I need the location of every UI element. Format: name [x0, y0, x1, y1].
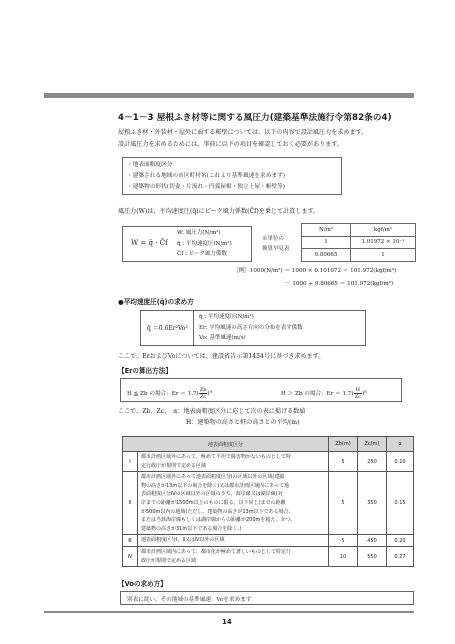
class-cell: Ⅰ [123, 452, 138, 472]
description-line: 定行政庁が規則で定める区域 [141, 462, 207, 469]
table-header-cell: Zb(m) [329, 437, 358, 452]
roughness-table [122, 436, 414, 567]
definition-item: Vo: 基準風速(m/s) [199, 335, 246, 341]
bottom-rule [44, 611, 414, 613]
wind-pressure-formula-box [122, 226, 252, 262]
intro-line-1: 屋根ふき材・外装材・屋外に面する帳壁については、以下の内容で設計風圧力を求めます。 [118, 129, 368, 136]
description-line: 建築物の高さが31m以下である場合を除く。) [141, 525, 242, 532]
avg-pressure-formula: q̄ ＝0.6Er²Vo² [147, 325, 188, 332]
table-row [123, 452, 414, 472]
table-row [123, 546, 414, 566]
unit-conversion-note [262, 234, 290, 254]
table-row [123, 472, 414, 535]
bullet-item: ・建築物の形状(切妻・片流れ・円弧屋根・独立上屋・帳壁等) [127, 184, 285, 190]
section-title: 4－1－3 屋根ふき材等に関する風圧力(建築基準法施行令第82条の4) [118, 113, 392, 123]
formula-definitions [177, 228, 232, 260]
table-cell: 1 [302, 236, 351, 249]
intro-line-2: 設計風圧力を求めるためには、事前に以下の項目を確認しておく必要があります。 [118, 141, 343, 148]
exponent: α [364, 388, 367, 394]
unit-note-line: 換算早見表 [262, 246, 290, 252]
description-cell [138, 472, 329, 535]
table-cell: 1 [351, 249, 416, 262]
table-row [302, 236, 416, 249]
exponent: α [209, 388, 213, 394]
er-note-line-2: H：建築物の高さと軒の高さとの平均(m) [186, 419, 300, 426]
table-cell: 9.80665 [302, 249, 351, 262]
definition-item: Er: 平均風速の高さ方向の分布を表す係数 [199, 324, 303, 331]
description-line: 物の高さが13m以下の場合を除く)又は都市計画区域内にあって地 [141, 482, 290, 489]
er-low-prefix: H ≦ Zb の場合：Er ＝ 1.7( [127, 391, 199, 398]
vo-section-title: 【Voの求め方】 [118, 580, 167, 588]
description-cell [138, 452, 329, 472]
definition-item: q̄ : 平均速度圧(N/m²) [199, 314, 254, 320]
class-cell: Ⅲ [123, 535, 138, 547]
zc-cell: 550 [358, 546, 387, 566]
example-line-2: － 1000 ÷ 9.80665 ＝ 101.972(kgf/m²) [285, 281, 394, 287]
definition-item: W: 風圧力(N/m²) [177, 230, 221, 236]
vo-box [120, 591, 414, 605]
numerator: Zb [199, 387, 207, 393]
example-line-1: ［例］1000(N/m²) ＝ 1000 × 0.101972 ＝ 101.972(kgf/m²) [233, 268, 397, 274]
class-cell: Ⅱ [123, 472, 138, 535]
zb-cell: 5 [329, 472, 358, 535]
er-high-prefix: H ＞ Zb の場合：Er ＝ 1.7( [281, 391, 354, 398]
description-cell [138, 546, 329, 566]
description-line: 表面粗度区分Ⅳの区域以外の区域のうち、海岸線又は湖岸線(対 [141, 491, 283, 498]
vo-text: 別表に従い、その地域の基準風速：Voを求めます [127, 597, 252, 603]
er-formula-low [127, 387, 212, 400]
table-header-row [123, 437, 414, 452]
page-number: 14 [222, 618, 232, 626]
zc-cell: 250 [358, 452, 387, 472]
description-line: が500m以内の地域(ただし、建築物の高さが13m以下である場合、 [141, 508, 294, 515]
wind-pressure-formula: W = q̄ · Ĉf [131, 239, 168, 247]
bullet-item: ・地表面粗度区分 [127, 162, 173, 168]
alpha-cell: 0.15 [387, 472, 414, 535]
er-note-line-1: ここで、Zb、Zc、 α：地表面粗度区分に応じて次の表に掲げる数値 [118, 408, 306, 415]
description-line: 都市計画区域外にあって、極めて平坦で障害物がないものとして特 [141, 454, 291, 460]
top-rule [44, 93, 414, 98]
unit-note-line: ※単位の [262, 236, 285, 242]
unit-conversion-table [301, 223, 416, 262]
description-cell [138, 535, 329, 547]
bullet-item: ・建築される地域の市区町村名(これより基準風速を求めます) [127, 173, 285, 179]
table-header-cell: α [387, 437, 414, 452]
description-line: または当該海岸線もしくは湖岸線からの距離が200mを超え、かつ、 [141, 517, 296, 524]
table-header-cell: kgf/m² [351, 224, 416, 237]
denominator: Zc [199, 394, 207, 401]
table-header-cell: N/m² [302, 224, 351, 237]
alpha-cell: 0.10 [387, 452, 414, 472]
alpha-cell: 0.27 [387, 546, 414, 566]
definition-item: q̄ : 平均速度圧(N/m²) [177, 240, 232, 247]
table-row [302, 224, 416, 237]
avg-pressure-formula-box [140, 310, 366, 346]
alpha-cell: 0.20 [387, 535, 414, 547]
avg-definitions [199, 312, 303, 344]
class-cell: Ⅳ [123, 546, 138, 566]
description-line: 政庁が規則で定める区域 [141, 557, 197, 564]
avg-note: ここで、ErおよびVoについては、建設省告示第1454号に基づき求めます。 [118, 353, 325, 360]
numerator: H [355, 387, 360, 393]
description-line: 岸までの距離が1500m以上のものに限る。以下同じ)までの距離 [141, 499, 286, 506]
avg-section-title: ●平均速度圧(q̄)の求め方 [118, 298, 194, 306]
table-header-cell: Zc(m) [358, 437, 387, 452]
er-formula-box [120, 378, 402, 402]
table-row [123, 535, 414, 547]
denominator: Zc [354, 394, 361, 401]
definition-item: Ĉf : ピーク風力係数 [177, 251, 227, 257]
table-cell: 1.01972 × 10⁻¹ [351, 236, 416, 249]
fraction [354, 387, 365, 401]
er-high-suffix: ) [361, 391, 365, 398]
description-line: 都市計画区域外にあって地表面粗度区分Ⅰの区域以外の区域(建築 [141, 474, 285, 481]
description-line: 都市計画区域内にあって、都市化が極めて著しいものとして特定行 [141, 548, 291, 555]
zc-cell: 350 [358, 472, 387, 535]
zc-cell: 450 [358, 535, 387, 547]
description-line: 地表面粗度区分Ⅰ、Ⅱ又はⅣ以外の区域 [141, 537, 225, 544]
prerequisite-box [122, 157, 342, 195]
pressure-intro: 風圧力(W)は、平均速度圧(q̄)にピーク風力係数(Ĉf)を乗じて計算します。 [118, 208, 320, 215]
zb-cell: 10 [329, 546, 358, 566]
er-section-title: 【Erの算出方法】 [118, 367, 172, 375]
zb-cell: 5 [329, 452, 358, 472]
table-row [302, 249, 416, 262]
er-low-suffix: ) [207, 391, 210, 398]
zb-cell: 5 [329, 535, 358, 547]
er-formula-high [281, 387, 367, 400]
divider [193, 311, 194, 345]
table-header-cell: 地表面粗度区分 [123, 437, 329, 452]
